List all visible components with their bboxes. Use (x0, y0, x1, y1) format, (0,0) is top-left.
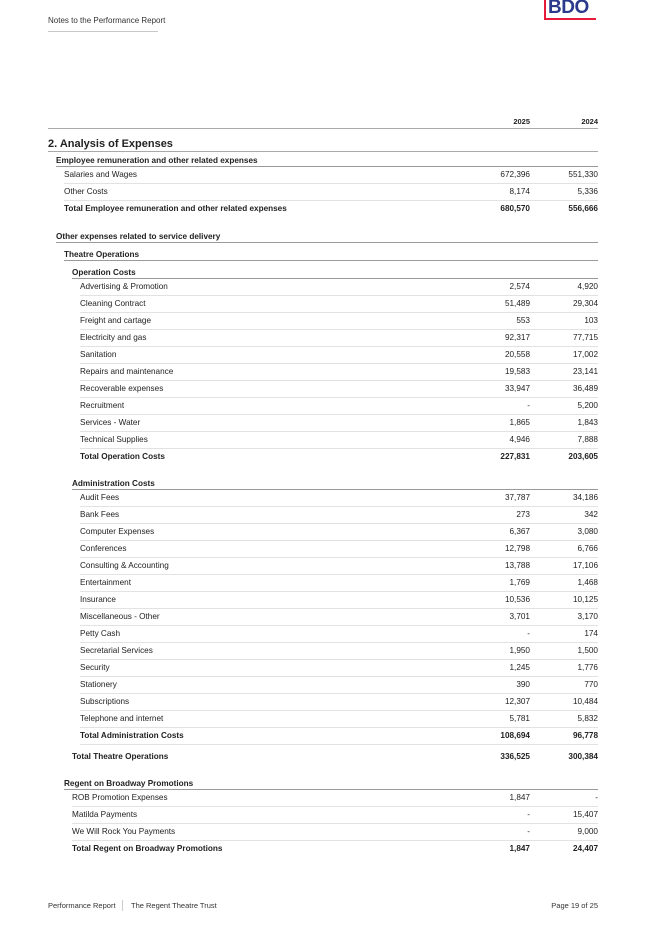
rob-total-row-value-2025: 1,847 (509, 844, 530, 853)
table-row-value-2025: 672,396 (500, 170, 530, 179)
table-row-value-2024: 7,888 (577, 435, 598, 444)
administration-total-row (80, 728, 598, 745)
table-row-label: Salaries and Wages (64, 170, 137, 179)
table-row (72, 807, 598, 824)
table-row-value-2024: 17,002 (572, 350, 598, 359)
table-row (80, 694, 598, 711)
table-row (80, 541, 598, 558)
table-row-value-2025: 273 (516, 510, 530, 519)
table-row-value-2024: 770 (584, 680, 598, 689)
administration-total-row-value-2024: 96,778 (572, 731, 598, 740)
table-row-value-2024: 23,141 (572, 367, 598, 376)
table-row-value-2024: 5,832 (577, 714, 598, 723)
table-row (80, 609, 598, 626)
rob-total-row (72, 841, 598, 857)
table-row-label: Audit Fees (80, 493, 120, 502)
table-row (80, 575, 598, 592)
table-row (80, 643, 598, 660)
rob-promotions-heading-label: Regent on Broadway Promotions (64, 779, 194, 788)
table-row (80, 711, 598, 728)
table-row-value-2024: 5,200 (577, 401, 598, 410)
table-row-label: Entertainment (80, 578, 131, 587)
table-row-label: Freight and cartage (80, 316, 152, 325)
table-row-value-2024: 3,170 (577, 612, 598, 621)
table-row-value-2024: 15,407 (572, 810, 598, 819)
table-row-value-2024: 10,125 (572, 595, 598, 604)
theatre-operations-total-row-value-2024: 300,384 (568, 752, 598, 761)
table-row-value-2025: 92,317 (504, 333, 530, 342)
table-row-value-2024: 4,920 (577, 282, 598, 291)
theatre-operations-heading-label: Theatre Operations (64, 250, 140, 259)
table-row-label: Repairs and maintenance (80, 367, 174, 376)
table-row (80, 660, 598, 677)
section-title: 2. Analysis of Expenses (48, 129, 598, 152)
table-row-value-2024: 9,000 (577, 827, 598, 836)
table-row-value-2024: 1,500 (577, 646, 598, 655)
table-row-value-2025: 1,769 (509, 578, 530, 587)
employee-heading-label: Employee remuneration and other related expenses (56, 156, 258, 165)
table-row-value-2025: 6,367 (509, 527, 530, 536)
table-row-label: Conferences (80, 544, 127, 553)
table-row-label: Security (80, 663, 110, 672)
table-row-label: Electricity and gas (80, 333, 147, 342)
table-row-value-2025: 37,787 (504, 493, 530, 502)
footer-report-name: Performance Report (48, 901, 116, 910)
table-row (80, 507, 598, 524)
table-row-value-2025: 12,798 (504, 544, 530, 553)
operation-total-row-label: Total Operation Costs (80, 452, 165, 461)
table-row-label: Services - Water (80, 418, 141, 427)
table-row-value-2025: 19,583 (504, 367, 530, 376)
table-row (80, 398, 598, 415)
table-row (64, 184, 598, 201)
table-row (80, 347, 598, 364)
table-row-label: Secretarial Services (80, 646, 153, 655)
table-row-value-2025: - (527, 401, 530, 410)
table-row (80, 381, 598, 398)
rob-promotions-heading (64, 775, 598, 790)
footer-separator (122, 900, 123, 911)
employee-total-row-value-2025: 680,570 (500, 204, 530, 213)
rob-total-row-label: Total Regent on Broadway Promotions (72, 844, 223, 853)
theatre-operations-total-row (72, 749, 598, 765)
table-row-value-2024: 1,776 (577, 663, 598, 672)
table-row-label: Stationery (80, 680, 117, 689)
operation-costs-heading (72, 264, 598, 279)
table-row-value-2025: 12,307 (504, 697, 530, 706)
table-row-value-2025: 13,788 (504, 561, 530, 570)
table-row-value-2024: 6,766 (577, 544, 598, 553)
administration-total-row-label: Total Administration Costs (80, 731, 184, 740)
table-row-value-2024: 551,330 (568, 170, 598, 179)
table-row-value-2025: 10,536 (504, 595, 530, 604)
column-2025: 2025 (513, 117, 530, 126)
table-row-label: Insurance (80, 595, 116, 604)
table-row-label: Advertising & Promotion (80, 282, 168, 291)
table-row-label: Bank Fees (80, 510, 120, 519)
table-row (80, 296, 598, 313)
other-expenses-heading (56, 228, 598, 243)
table-row (80, 558, 598, 575)
operation-costs-heading-label: Operation Costs (72, 268, 136, 277)
table-row-value-2024: 34,186 (572, 493, 598, 502)
table-row-value-2025: 1,847 (509, 793, 530, 802)
table-row-value-2025: 1,950 (509, 646, 530, 655)
table-row (80, 524, 598, 541)
table-row-value-2025: 8,174 (509, 187, 530, 196)
table-row-value-2024: 77,715 (572, 333, 598, 342)
table-row-value-2025: 2,574 (509, 282, 530, 291)
table-row-value-2025: - (527, 629, 530, 638)
page-header-rule (48, 31, 158, 32)
theatre-operations-total-row-label: Total Theatre Operations (72, 752, 169, 761)
table-row-value-2024: 103 (584, 316, 598, 325)
logo-accent-bar (544, 0, 546, 20)
operation-total-row-value-2024: 203,605 (568, 452, 598, 461)
table-row (80, 330, 598, 347)
administration-costs-heading (72, 475, 598, 490)
theatre-operations-total-row-value-2025: 336,525 (500, 752, 530, 761)
table-row-label: Other Costs (64, 187, 108, 196)
logo-text: BDO (548, 0, 589, 18)
table-row-value-2025: 4,946 (509, 435, 530, 444)
footer-org-name: The Regent Theatre Trust (131, 901, 217, 910)
table-row-value-2025: 51,489 (504, 299, 530, 308)
table-row (80, 279, 598, 296)
other-expenses-heading-label: Other expenses related to service delivery (56, 232, 221, 241)
administration-costs-heading-label: Administration Costs (72, 479, 155, 488)
table-row-value-2024: 17,106 (572, 561, 598, 570)
table-row-value-2025: 3,701 (509, 612, 530, 621)
employee-total-row-label: Total Employee remuneration and other related expenses (64, 204, 287, 213)
table-row (72, 790, 598, 807)
table-row-value-2024: 342 (584, 510, 598, 519)
table-row-label: Sanitation (80, 350, 117, 359)
table-row-label: Miscellaneous - Other (80, 612, 160, 621)
table-row-label: Subscriptions (80, 697, 130, 706)
table-row-value-2025: 1,865 (509, 418, 530, 427)
table-row-value-2025: 390 (516, 680, 530, 689)
table-row-label: ROB Promotion Expenses (72, 793, 168, 802)
table-row-value-2024: 29,304 (572, 299, 598, 308)
table-row-label: Consulting & Accounting (80, 561, 169, 570)
operation-total-row-value-2025: 227,831 (500, 452, 530, 461)
table-row (64, 167, 598, 184)
footer-page-number: Page 19 of 25 (551, 901, 598, 910)
table-row (80, 432, 598, 449)
rob-total-row-value-2024: 24,407 (572, 844, 598, 853)
employee-total-row (64, 201, 598, 217)
table-row (80, 626, 598, 643)
table-row (80, 415, 598, 432)
expenses-table (48, 115, 598, 857)
table-row-label: Computer Expenses (80, 527, 155, 536)
table-row (72, 824, 598, 841)
table-row-value-2025: 553 (516, 316, 530, 325)
table-row-label: Recoverable expenses (80, 384, 164, 393)
table-row-value-2025: - (527, 810, 530, 819)
operation-total-row (80, 449, 598, 465)
employee-total-row-value-2024: 556,666 (568, 204, 598, 213)
table-row-value-2024: 36,489 (572, 384, 598, 393)
table-row-label: Recruitment (80, 401, 125, 410)
table-row-label: We Will Rock You Payments (72, 827, 176, 836)
table-row-label: Cleaning Contract (80, 299, 146, 308)
administration-total-row-value-2025: 108,694 (500, 731, 530, 740)
table-row-value-2025: 1,245 (509, 663, 530, 672)
page-header-title: Notes to the Performance Report (48, 16, 166, 25)
table-row-value-2025: 20,558 (504, 350, 530, 359)
table-row-value-2025: - (527, 827, 530, 836)
table-row-value-2024: - (595, 793, 598, 802)
table-row (80, 313, 598, 330)
logo-underline (544, 18, 596, 20)
bdo-logo (544, 0, 598, 22)
column-2024: 2024 (581, 117, 598, 126)
column-header-row (48, 115, 598, 129)
table-row-value-2024: 1,843 (577, 418, 598, 427)
table-row-value-2024: 3,080 (577, 527, 598, 536)
employee-heading (56, 152, 598, 167)
table-row-label: Telephone and internet (80, 714, 164, 723)
table-row-label: Matilda Payments (72, 810, 138, 819)
table-row-label: Petty Cash (80, 629, 121, 638)
table-row-value-2024: 1,468 (577, 578, 598, 587)
table-row (80, 592, 598, 609)
table-row-value-2024: 10,484 (572, 697, 598, 706)
table-row (80, 364, 598, 381)
table-row (80, 490, 598, 507)
table-row-value-2025: 33,947 (504, 384, 530, 393)
table-row (80, 677, 598, 694)
theatre-operations-heading (64, 246, 598, 261)
table-row-value-2024: 174 (584, 629, 598, 638)
table-row-value-2025: 5,781 (509, 714, 530, 723)
table-row-label: Technical Supplies (80, 435, 148, 444)
table-row-value-2024: 5,336 (577, 187, 598, 196)
